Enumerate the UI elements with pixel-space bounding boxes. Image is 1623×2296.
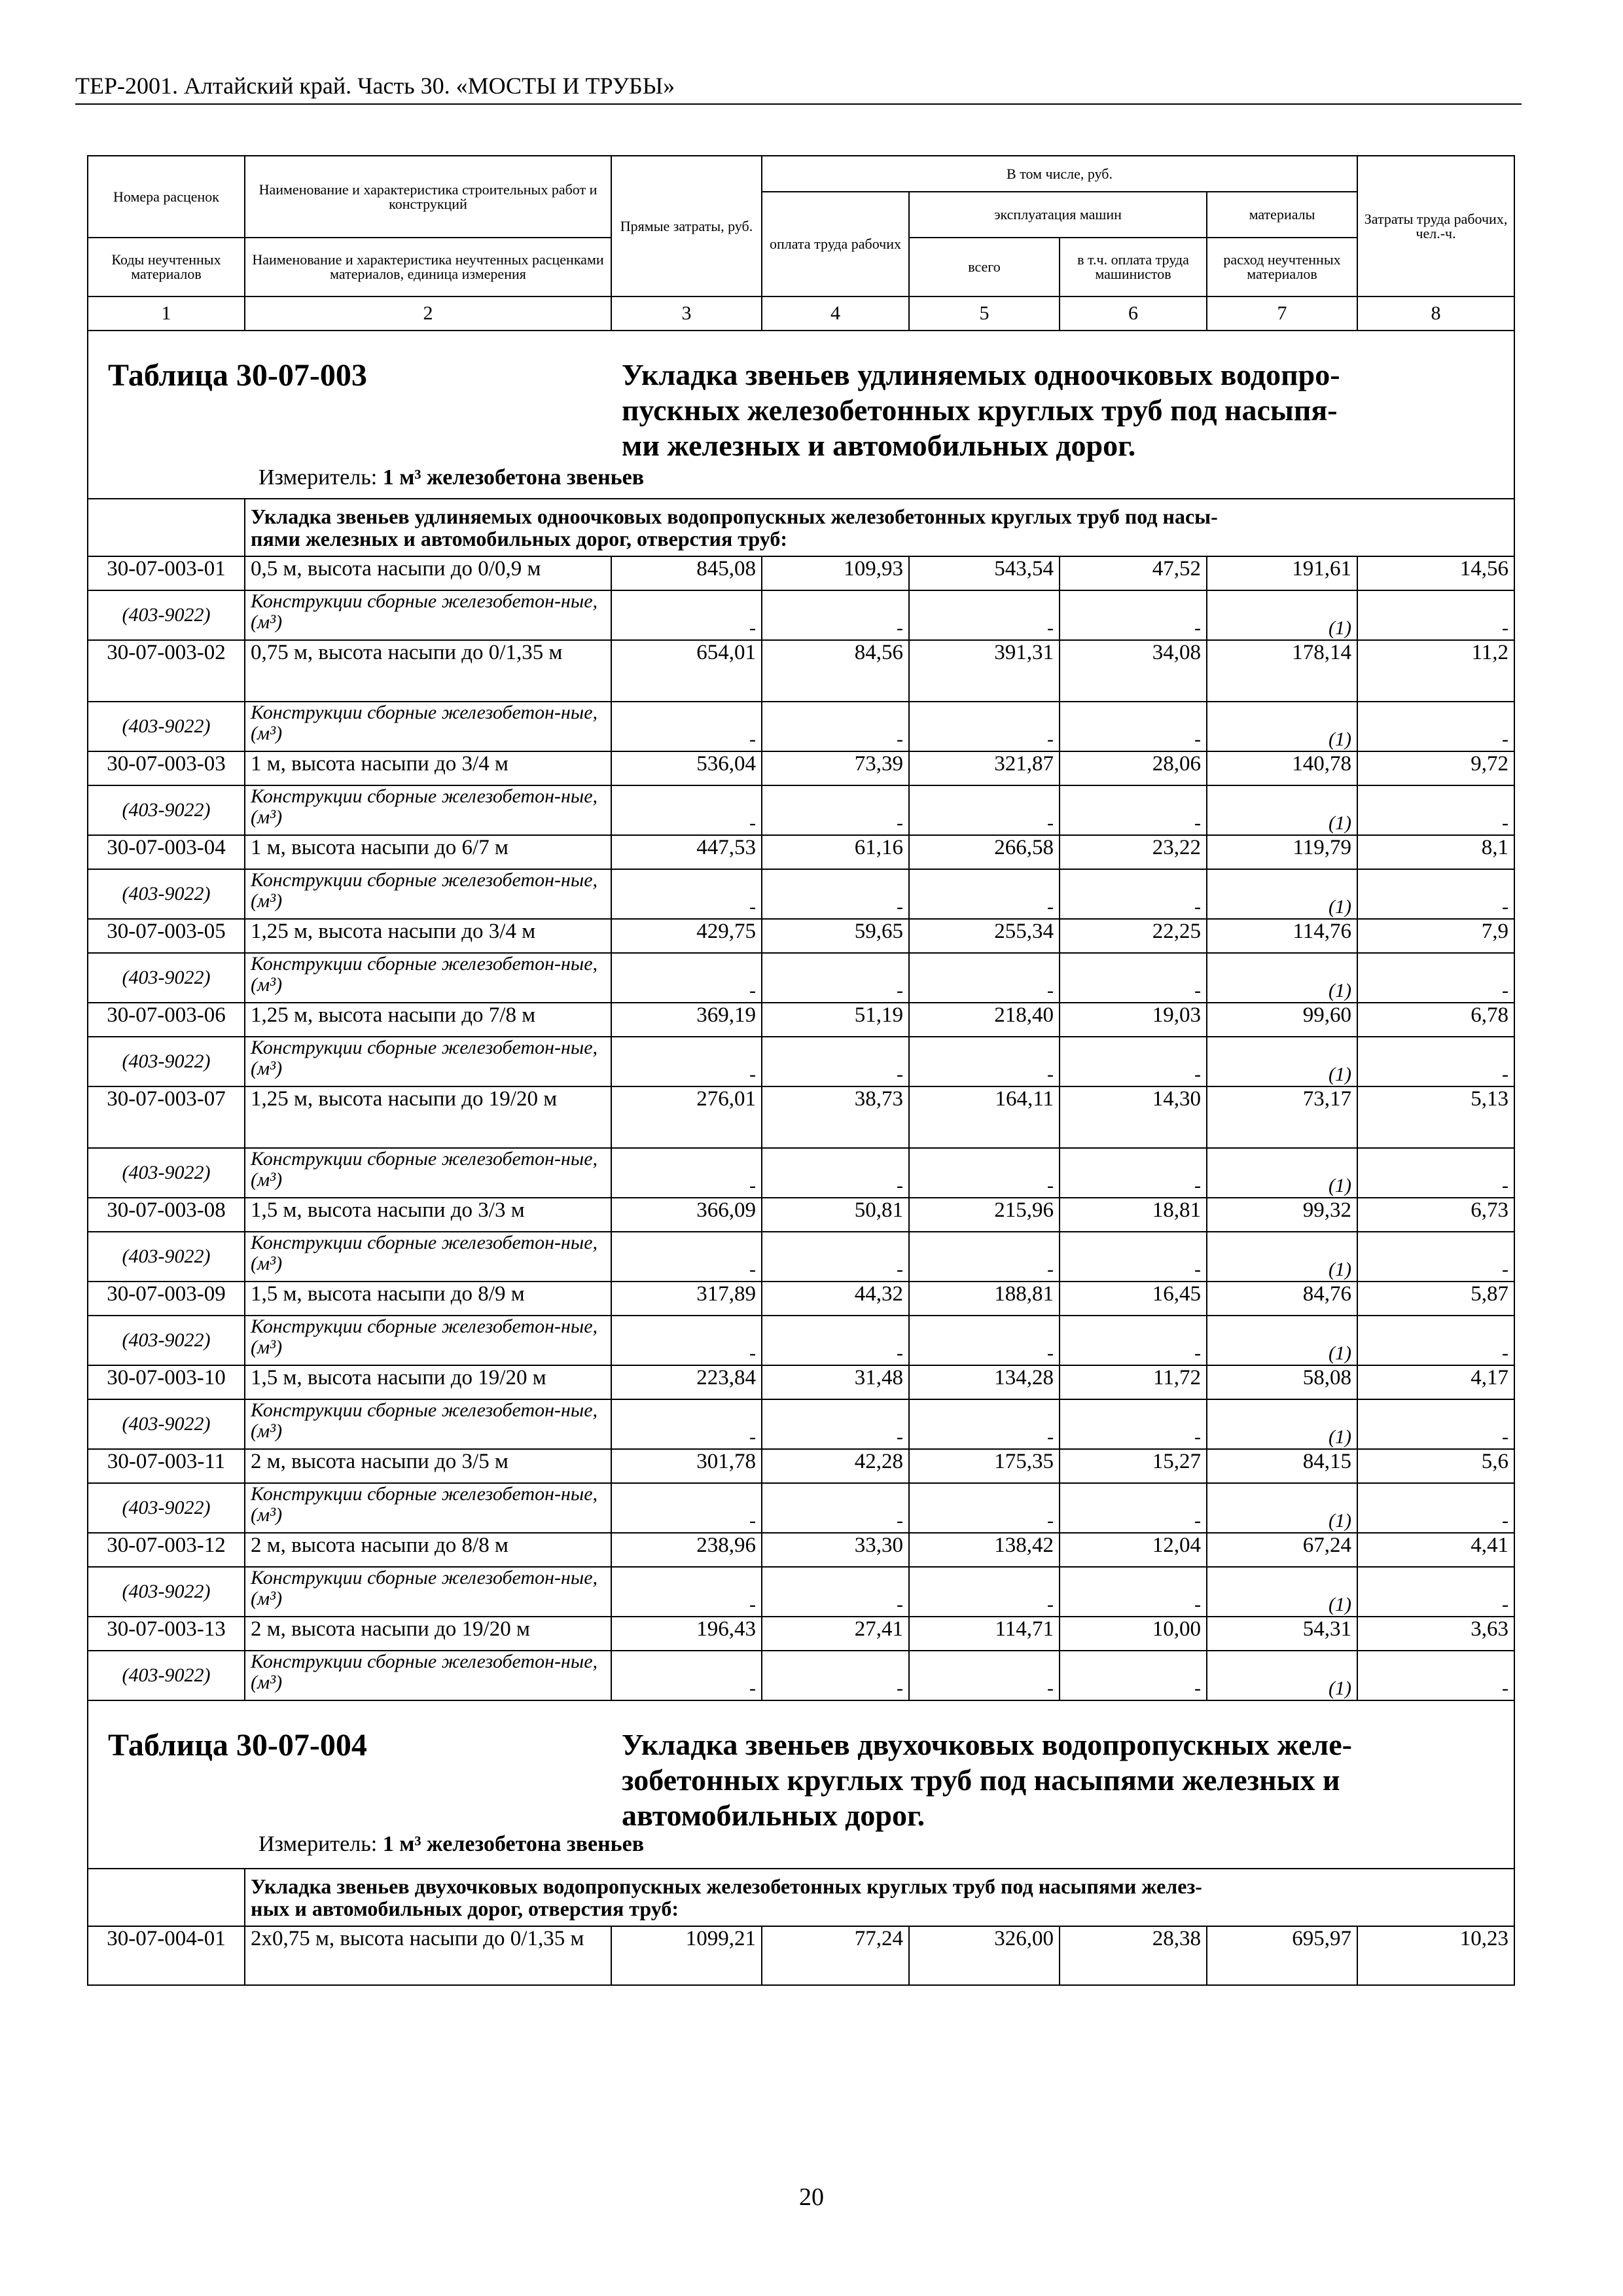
empty-value-cell: - bbox=[1060, 1037, 1207, 1086]
table-row bbox=[88, 1282, 1514, 1316]
material-code-cell: (403-9022) bbox=[88, 1651, 245, 1700]
empty-value-cell: - bbox=[1060, 1232, 1207, 1282]
work-name-cell: 1,5 м, высота насыпи до 3/3 м bbox=[245, 1198, 611, 1232]
material-row bbox=[88, 1567, 1514, 1617]
material-code-cell: (403-9022) bbox=[88, 1316, 245, 1365]
direct-cost-cell: 366,09 bbox=[611, 1198, 762, 1232]
material-quantity-cell: (1) bbox=[1207, 1232, 1357, 1282]
labor-hours-cell: 10,23 bbox=[1357, 1926, 1514, 1985]
drivers-pay-cell: 28,38 bbox=[1060, 1926, 1207, 1985]
direct-cost-cell: 317,89 bbox=[611, 1282, 762, 1316]
material-row bbox=[88, 1037, 1514, 1086]
empty-value-cell: - bbox=[762, 702, 909, 751]
material-name-cell: Конструкции сборные железобетон-ные, (м³) bbox=[245, 590, 611, 640]
header-labor-pay: оплата труда рабочих bbox=[762, 192, 909, 296]
direct-cost-cell: 223,84 bbox=[611, 1365, 762, 1399]
table-section-30-07-004 bbox=[88, 1701, 1514, 1868]
material-quantity-cell: (1) bbox=[1207, 702, 1357, 751]
material-name-cell: Конструкции сборные железобетон-ные, (м³) bbox=[245, 1148, 611, 1198]
header-drivers-pay: в т.ч. оплата труда машинистов bbox=[1060, 238, 1207, 296]
empty-value-cell: - bbox=[1357, 1567, 1514, 1617]
labor-hours-cell: 3,63 bbox=[1357, 1617, 1514, 1651]
labor-hours-cell: 4,41 bbox=[1357, 1533, 1514, 1567]
empty-value-cell: - bbox=[909, 1483, 1060, 1533]
header-rate-numbers: Номера расценок bbox=[88, 156, 245, 238]
table-number: Таблица 30-07-004 bbox=[108, 1728, 367, 1763]
direct-cost-cell: 654,01 bbox=[611, 640, 762, 702]
header-codes: Коды неучтенных материалов bbox=[88, 238, 245, 296]
empty-value-cell: - bbox=[1060, 1316, 1207, 1365]
machines-cost-cell: 114,71 bbox=[909, 1617, 1060, 1651]
labor-hours-cell: 4,17 bbox=[1357, 1365, 1514, 1399]
machines-cost-cell: 134,28 bbox=[909, 1365, 1060, 1399]
work-name-cell: 2 м, высота насыпи до 19/20 м bbox=[245, 1617, 611, 1651]
material-code-cell: (403-9022) bbox=[88, 1483, 245, 1533]
drivers-pay-cell: 18,81 bbox=[1060, 1198, 1207, 1232]
direct-cost-cell: 1099,21 bbox=[611, 1926, 762, 1985]
work-name-cell: 1,5 м, высота насыпи до 19/20 м bbox=[245, 1365, 611, 1399]
empty-value-cell: - bbox=[1357, 869, 1514, 919]
direct-cost-cell: 429,75 bbox=[611, 919, 762, 953]
empty-value-cell: - bbox=[909, 1037, 1060, 1086]
empty-value-cell: - bbox=[762, 1567, 909, 1617]
material-name-cell: Конструкции сборные железобетон-ные, (м³) bbox=[245, 702, 611, 751]
direct-cost-cell: 845,08 bbox=[611, 556, 762, 590]
drivers-pay-cell: 12,04 bbox=[1060, 1533, 1207, 1567]
material-quantity-cell: (1) bbox=[1207, 1316, 1357, 1365]
empty-value-cell: - bbox=[611, 785, 762, 835]
material-name-cell: Конструкции сборные железобетон-ные, (м³) bbox=[245, 1483, 611, 1533]
labor-pay-cell: 44,32 bbox=[762, 1282, 909, 1316]
materials-cost-cell: 178,14 bbox=[1207, 640, 1357, 702]
work-name-cell: 0,75 м, высота насыпи до 0/1,35 м bbox=[245, 640, 611, 702]
empty-value-cell: - bbox=[909, 869, 1060, 919]
work-name-cell: 2 м, высота насыпи до 3/5 м bbox=[245, 1449, 611, 1483]
machines-cost-cell: 215,96 bbox=[909, 1198, 1060, 1232]
empty-value-cell: - bbox=[1357, 1148, 1514, 1198]
empty-value-cell: - bbox=[762, 1399, 909, 1449]
empty-value-cell: - bbox=[1357, 1037, 1514, 1086]
labor-hours-cell: 5,87 bbox=[1357, 1282, 1514, 1316]
material-quantity-cell: (1) bbox=[1207, 1651, 1357, 1700]
materials-cost-cell: 58,08 bbox=[1207, 1365, 1357, 1399]
empty-value-cell: - bbox=[1060, 1483, 1207, 1533]
material-quantity-cell: (1) bbox=[1207, 869, 1357, 919]
empty-value-cell: - bbox=[762, 590, 909, 640]
work-name-cell: 0,5 м, высота насыпи до 0/0,9 м bbox=[245, 556, 611, 590]
machines-cost-cell: 218,40 bbox=[909, 1003, 1060, 1037]
direct-cost-cell: 447,53 bbox=[611, 835, 762, 869]
work-name-cell: 2 м, высота насыпи до 8/8 м bbox=[245, 1533, 611, 1567]
material-code-cell: (403-9022) bbox=[88, 1567, 245, 1617]
material-row bbox=[88, 869, 1514, 919]
labor-pay-cell: 84,56 bbox=[762, 640, 909, 702]
empty-value-cell: - bbox=[611, 869, 762, 919]
empty-value-cell: - bbox=[762, 869, 909, 919]
rate-code-cell: 30-07-003-01 bbox=[88, 556, 245, 590]
material-row bbox=[88, 953, 1514, 1003]
work-name-cell: 2х0,75 м, высота насыпи до 0/1,35 м bbox=[245, 1926, 611, 1985]
header-materials: материалы bbox=[1207, 192, 1357, 238]
labor-pay-cell: 42,28 bbox=[762, 1449, 909, 1483]
material-name-cell: Конструкции сборные железобетон-ные, (м³) bbox=[245, 953, 611, 1003]
rate-code-cell: 30-07-003-09 bbox=[88, 1282, 245, 1316]
material-code-cell: (403-9022) bbox=[88, 869, 245, 919]
material-quantity-cell: (1) bbox=[1207, 1148, 1357, 1198]
material-name-cell: Конструкции сборные железобетон-ные, (м³) bbox=[245, 1316, 611, 1365]
empty-value-cell: - bbox=[762, 1148, 909, 1198]
labor-pay-cell: 77,24 bbox=[762, 1926, 909, 1985]
material-code-cell: (403-9022) bbox=[88, 785, 245, 835]
labor-pay-cell: 59,65 bbox=[762, 919, 909, 953]
work-name-cell: 1,5 м, высота насыпи до 8/9 м bbox=[245, 1282, 611, 1316]
table-row bbox=[88, 1198, 1514, 1232]
rate-code-cell: 30-07-003-07 bbox=[88, 1086, 245, 1148]
rate-code-cell: 30-07-003-05 bbox=[88, 919, 245, 953]
material-row bbox=[88, 1316, 1514, 1365]
material-name-cell: Конструкции сборные железобетон-ные, (м³) bbox=[245, 1567, 611, 1617]
rate-code-cell: 30-07-003-08 bbox=[88, 1198, 245, 1232]
rate-code-cell: 30-07-003-02 bbox=[88, 640, 245, 702]
materials-cost-cell: 99,60 bbox=[1207, 1003, 1357, 1037]
material-name-cell: Конструкции сборные железобетон-ные, (м³) bbox=[245, 869, 611, 919]
direct-cost-cell: 536,04 bbox=[611, 751, 762, 785]
empty-value-cell: - bbox=[611, 702, 762, 751]
drivers-pay-cell: 10,00 bbox=[1060, 1617, 1207, 1651]
material-row bbox=[88, 1232, 1514, 1282]
material-row bbox=[88, 1399, 1514, 1449]
empty-value-cell: - bbox=[909, 590, 1060, 640]
empty-value-cell: - bbox=[909, 953, 1060, 1003]
table-row bbox=[88, 1365, 1514, 1399]
material-quantity-cell: (1) bbox=[1207, 785, 1357, 835]
page-number: 20 bbox=[799, 2183, 824, 2211]
machines-cost-cell: 326,00 bbox=[909, 1926, 1060, 1985]
rate-code-cell: 30-07-003-06 bbox=[88, 1003, 245, 1037]
empty-value-cell: - bbox=[762, 1316, 909, 1365]
empty-value-cell: - bbox=[1357, 590, 1514, 640]
empty-value-cell: - bbox=[1060, 785, 1207, 835]
column-number: 4 bbox=[762, 296, 909, 331]
machines-cost-cell: 391,31 bbox=[909, 640, 1060, 702]
table-row bbox=[88, 835, 1514, 869]
measure-unit: Измеритель: 1 м³ железобетона звеньев bbox=[259, 1832, 645, 1856]
table-row bbox=[88, 1617, 1514, 1651]
measure-unit: Измеритель: 1 м³ железобетона звеньев bbox=[259, 465, 645, 490]
empty-value-cell: - bbox=[611, 590, 762, 640]
materials-cost-cell: 73,17 bbox=[1207, 1086, 1357, 1148]
rate-code-cell: 30-07-003-11 bbox=[88, 1449, 245, 1483]
material-row bbox=[88, 785, 1514, 835]
materials-cost-cell: 191,61 bbox=[1207, 556, 1357, 590]
column-number: 2 bbox=[245, 296, 611, 331]
empty-value-cell: - bbox=[762, 1483, 909, 1533]
work-name-cell: 1,25 м, высота насыпи до 19/20 м bbox=[245, 1086, 611, 1148]
table-row bbox=[88, 919, 1514, 953]
rates-table bbox=[87, 155, 1515, 1986]
empty-value-cell: - bbox=[1357, 1232, 1514, 1282]
empty-value-cell: - bbox=[611, 1148, 762, 1198]
material-name-cell: Конструкции сборные железобетон-ные, (м³) bbox=[245, 785, 611, 835]
empty-value-cell: - bbox=[1060, 869, 1207, 919]
direct-cost-cell: 238,96 bbox=[611, 1533, 762, 1567]
labor-hours-cell: 14,56 bbox=[1357, 556, 1514, 590]
empty-value-cell: - bbox=[1060, 1567, 1207, 1617]
machines-cost-cell: 175,35 bbox=[909, 1449, 1060, 1483]
empty-value-cell: - bbox=[1357, 1651, 1514, 1700]
labor-hours-cell: 6,73 bbox=[1357, 1198, 1514, 1232]
empty-value-cell: - bbox=[1357, 1483, 1514, 1533]
table-row bbox=[88, 1926, 1514, 1985]
empty-value-cell: - bbox=[1060, 702, 1207, 751]
material-code-cell: (403-9022) bbox=[88, 953, 245, 1003]
materials-cost-cell: 67,24 bbox=[1207, 1533, 1357, 1567]
table-title: Укладка звеньев удлиняемых одноочковых водопро- пускных железобетонных круглых труб под насыпя- ми железных и автомобильных дорог. bbox=[622, 358, 1340, 462]
empty-value-cell: - bbox=[762, 785, 909, 835]
rate-code-cell: 30-07-003-13 bbox=[88, 1617, 245, 1651]
table-subheading: Укладка звеньев двухочковых водопропускных железобетонных круглых труб под насыпями желез- ных и автомобильных дорог, отверстия труб: bbox=[245, 1869, 1514, 1926]
table-title: Укладка звеньев двухочковых водопропускных желе- зобетонных круглых труб под насыпями железных и автомобильных дорог. bbox=[622, 1728, 1352, 1832]
direct-cost-cell: 196,43 bbox=[611, 1617, 762, 1651]
materials-cost-cell: 140,78 bbox=[1207, 751, 1357, 785]
labor-hours-cell: 11,2 bbox=[1357, 640, 1514, 702]
material-quantity-cell: (1) bbox=[1207, 1399, 1357, 1449]
empty-value-cell: - bbox=[1060, 1651, 1207, 1700]
drivers-pay-cell: 19,03 bbox=[1060, 1003, 1207, 1037]
header-machines: эксплуатация машин bbox=[909, 192, 1207, 238]
material-code-cell: (403-9022) bbox=[88, 1232, 245, 1282]
rate-code-cell: 30-07-003-03 bbox=[88, 751, 245, 785]
machines-cost-cell: 164,11 bbox=[909, 1086, 1060, 1148]
empty-value-cell: - bbox=[909, 785, 1060, 835]
empty-value-cell: - bbox=[909, 1232, 1060, 1282]
header-material-name: Наименование и характеристика неучтенных расценками материалов, единица измерения bbox=[245, 238, 611, 296]
drivers-pay-cell: 22,25 bbox=[1060, 919, 1207, 953]
column-number: 6 bbox=[1060, 296, 1207, 331]
materials-cost-cell: 695,97 bbox=[1207, 1926, 1357, 1985]
direct-cost-cell: 301,78 bbox=[611, 1449, 762, 1483]
material-code-cell: (403-9022) bbox=[88, 590, 245, 640]
labor-pay-cell: 31,48 bbox=[762, 1365, 909, 1399]
labor-hours-cell: 9,72 bbox=[1357, 751, 1514, 785]
machines-cost-cell: 138,42 bbox=[909, 1533, 1060, 1567]
empty-value-cell: - bbox=[1357, 702, 1514, 751]
column-number: 1 bbox=[88, 296, 245, 331]
labor-pay-cell: 50,81 bbox=[762, 1198, 909, 1232]
empty-value-cell: - bbox=[762, 1232, 909, 1282]
labor-pay-cell: 33,30 bbox=[762, 1533, 909, 1567]
header-including: В том числе, руб. bbox=[762, 156, 1357, 192]
work-name-cell: 1 м, высота насыпи до 3/4 м bbox=[245, 751, 611, 785]
drivers-pay-cell: 16,45 bbox=[1060, 1282, 1207, 1316]
empty-value-cell: - bbox=[909, 702, 1060, 751]
column-number: 5 bbox=[909, 296, 1060, 331]
drivers-pay-cell: 34,08 bbox=[1060, 640, 1207, 702]
machines-cost-cell: 321,87 bbox=[909, 751, 1060, 785]
work-name-cell: 1,25 м, высота насыпи до 7/8 м bbox=[245, 1003, 611, 1037]
direct-cost-cell: 369,19 bbox=[611, 1003, 762, 1037]
material-quantity-cell: (1) bbox=[1207, 953, 1357, 1003]
empty-value-cell: - bbox=[909, 1651, 1060, 1700]
empty-value-cell: - bbox=[762, 953, 909, 1003]
empty-value-cell: - bbox=[611, 1316, 762, 1365]
material-row bbox=[88, 702, 1514, 751]
material-code-cell: (403-9022) bbox=[88, 1148, 245, 1198]
rate-code-cell: 30-07-003-12 bbox=[88, 1533, 245, 1567]
empty-value-cell: - bbox=[762, 1651, 909, 1700]
material-code-cell: (403-9022) bbox=[88, 702, 245, 751]
rate-code-cell: 30-07-004-01 bbox=[88, 1926, 245, 1985]
machines-cost-cell: 188,81 bbox=[909, 1282, 1060, 1316]
table-row bbox=[88, 1086, 1514, 1148]
column-number: 8 bbox=[1357, 296, 1514, 331]
table-row bbox=[88, 640, 1514, 702]
labor-pay-cell: 38,73 bbox=[762, 1086, 909, 1148]
drivers-pay-cell: 11,72 bbox=[1060, 1365, 1207, 1399]
empty-value-cell: - bbox=[909, 1148, 1060, 1198]
machines-cost-cell: 266,58 bbox=[909, 835, 1060, 869]
drivers-pay-cell: 47,52 bbox=[1060, 556, 1207, 590]
material-name-cell: Конструкции сборные железобетон-ные, (м³) bbox=[245, 1651, 611, 1700]
machines-cost-cell: 543,54 bbox=[909, 556, 1060, 590]
work-name-cell: 1,25 м, высота насыпи до 3/4 м bbox=[245, 919, 611, 953]
materials-cost-cell: 84,76 bbox=[1207, 1282, 1357, 1316]
machines-cost-cell: 255,34 bbox=[909, 919, 1060, 953]
table-number: Таблица 30-07-003 bbox=[108, 358, 367, 393]
material-name-cell: Конструкции сборные железобетон-ные, (м³) bbox=[245, 1399, 611, 1449]
empty-value-cell: - bbox=[1060, 590, 1207, 640]
rate-code-cell: 30-07-003-04 bbox=[88, 835, 245, 869]
labor-pay-cell: 109,93 bbox=[762, 556, 909, 590]
material-name-cell: Конструкции сборные железобетон-ные, (м³) bbox=[245, 1232, 611, 1282]
table-row bbox=[88, 751, 1514, 785]
drivers-pay-cell: 15,27 bbox=[1060, 1449, 1207, 1483]
material-row bbox=[88, 1651, 1514, 1700]
drivers-pay-cell: 14,30 bbox=[1060, 1086, 1207, 1148]
material-quantity-cell: (1) bbox=[1207, 590, 1357, 640]
table-row bbox=[88, 1003, 1514, 1037]
column-numbers-row bbox=[88, 296, 1514, 331]
work-name-cell: 1 м, высота насыпи до 6/7 м bbox=[245, 835, 611, 869]
material-quantity-cell: (1) bbox=[1207, 1037, 1357, 1086]
drivers-pay-cell: 28,06 bbox=[1060, 751, 1207, 785]
table-row bbox=[88, 1449, 1514, 1483]
drivers-pay-cell: 23,22 bbox=[1060, 835, 1207, 869]
labor-pay-cell: 51,19 bbox=[762, 1003, 909, 1037]
empty-value-cell: - bbox=[611, 1483, 762, 1533]
labor-hours-cell: 7,9 bbox=[1357, 919, 1514, 953]
empty-value-cell: - bbox=[1357, 1399, 1514, 1449]
column-number: 3 bbox=[611, 296, 762, 331]
empty-value-cell: - bbox=[909, 1316, 1060, 1365]
header-work-name: Наименование и характеристика строительных работ и конструкций bbox=[245, 156, 611, 238]
header-material-use: расход неучтенных материалов bbox=[1207, 238, 1357, 296]
labor-hours-cell: 6,78 bbox=[1357, 1003, 1514, 1037]
column-number: 7 bbox=[1207, 296, 1357, 331]
empty-value-cell: - bbox=[611, 1037, 762, 1086]
material-name-cell: Конструкции сборные железобетон-ные, (м³) bbox=[245, 1037, 611, 1086]
material-quantity-cell: (1) bbox=[1207, 1567, 1357, 1617]
materials-cost-cell: 114,76 bbox=[1207, 919, 1357, 953]
material-quantity-cell: (1) bbox=[1207, 1483, 1357, 1533]
empty-value-cell: - bbox=[611, 1651, 762, 1700]
labor-pay-cell: 73,39 bbox=[762, 751, 909, 785]
empty-value-cell: - bbox=[1060, 1148, 1207, 1198]
header-direct-costs: Прямые затраты, руб. bbox=[611, 156, 762, 296]
table-row bbox=[88, 556, 1514, 590]
empty-value-cell: - bbox=[1060, 953, 1207, 1003]
material-row bbox=[88, 590, 1514, 640]
empty-value-cell: - bbox=[1357, 785, 1514, 835]
empty-value-cell: - bbox=[1060, 1399, 1207, 1449]
table-section-30-07-003 bbox=[88, 331, 1514, 498]
material-row bbox=[88, 1148, 1514, 1198]
materials-cost-cell: 119,79 bbox=[1207, 835, 1357, 869]
material-row bbox=[88, 1483, 1514, 1533]
labor-pay-cell: 61,16 bbox=[762, 835, 909, 869]
rate-code-cell: 30-07-003-10 bbox=[88, 1365, 245, 1399]
document-header: ТЕР-2001. Алтайский край. Часть 30. «МОСТЫ И ТРУБЫ» bbox=[75, 72, 1522, 105]
labor-hours-cell: 5,13 bbox=[1357, 1086, 1514, 1148]
material-code-cell: (403-9022) bbox=[88, 1037, 245, 1086]
materials-cost-cell: 84,15 bbox=[1207, 1449, 1357, 1483]
materials-cost-cell: 54,31 bbox=[1207, 1617, 1357, 1651]
empty-value-cell: - bbox=[762, 1037, 909, 1086]
direct-cost-cell: 276,01 bbox=[611, 1086, 762, 1148]
empty-value-cell: - bbox=[1357, 953, 1514, 1003]
empty-value-cell: - bbox=[1357, 1316, 1514, 1365]
empty-value-cell: - bbox=[611, 953, 762, 1003]
table-row bbox=[88, 1533, 1514, 1567]
empty-value-cell: - bbox=[611, 1232, 762, 1282]
table-subheading: Укладка звеньев удлиняемых одноочковых водопропускных железобетонных круглых труб под насы- пями железных и автомобильных дорог, отверстия труб: bbox=[245, 499, 1514, 556]
material-code-cell: (403-9022) bbox=[88, 1399, 245, 1449]
header-machines-total: всего bbox=[909, 238, 1060, 296]
empty-value-cell: - bbox=[611, 1567, 762, 1617]
labor-pay-cell: 27,41 bbox=[762, 1617, 909, 1651]
header-labor-hours: Затраты труда рабочих, чел.-ч. bbox=[1357, 156, 1514, 296]
empty-value-cell: - bbox=[909, 1399, 1060, 1449]
materials-cost-cell: 99,32 bbox=[1207, 1198, 1357, 1232]
labor-hours-cell: 8,1 bbox=[1357, 835, 1514, 869]
empty-value-cell: - bbox=[611, 1399, 762, 1449]
empty-value-cell: - bbox=[909, 1567, 1060, 1617]
labor-hours-cell: 5,6 bbox=[1357, 1449, 1514, 1483]
